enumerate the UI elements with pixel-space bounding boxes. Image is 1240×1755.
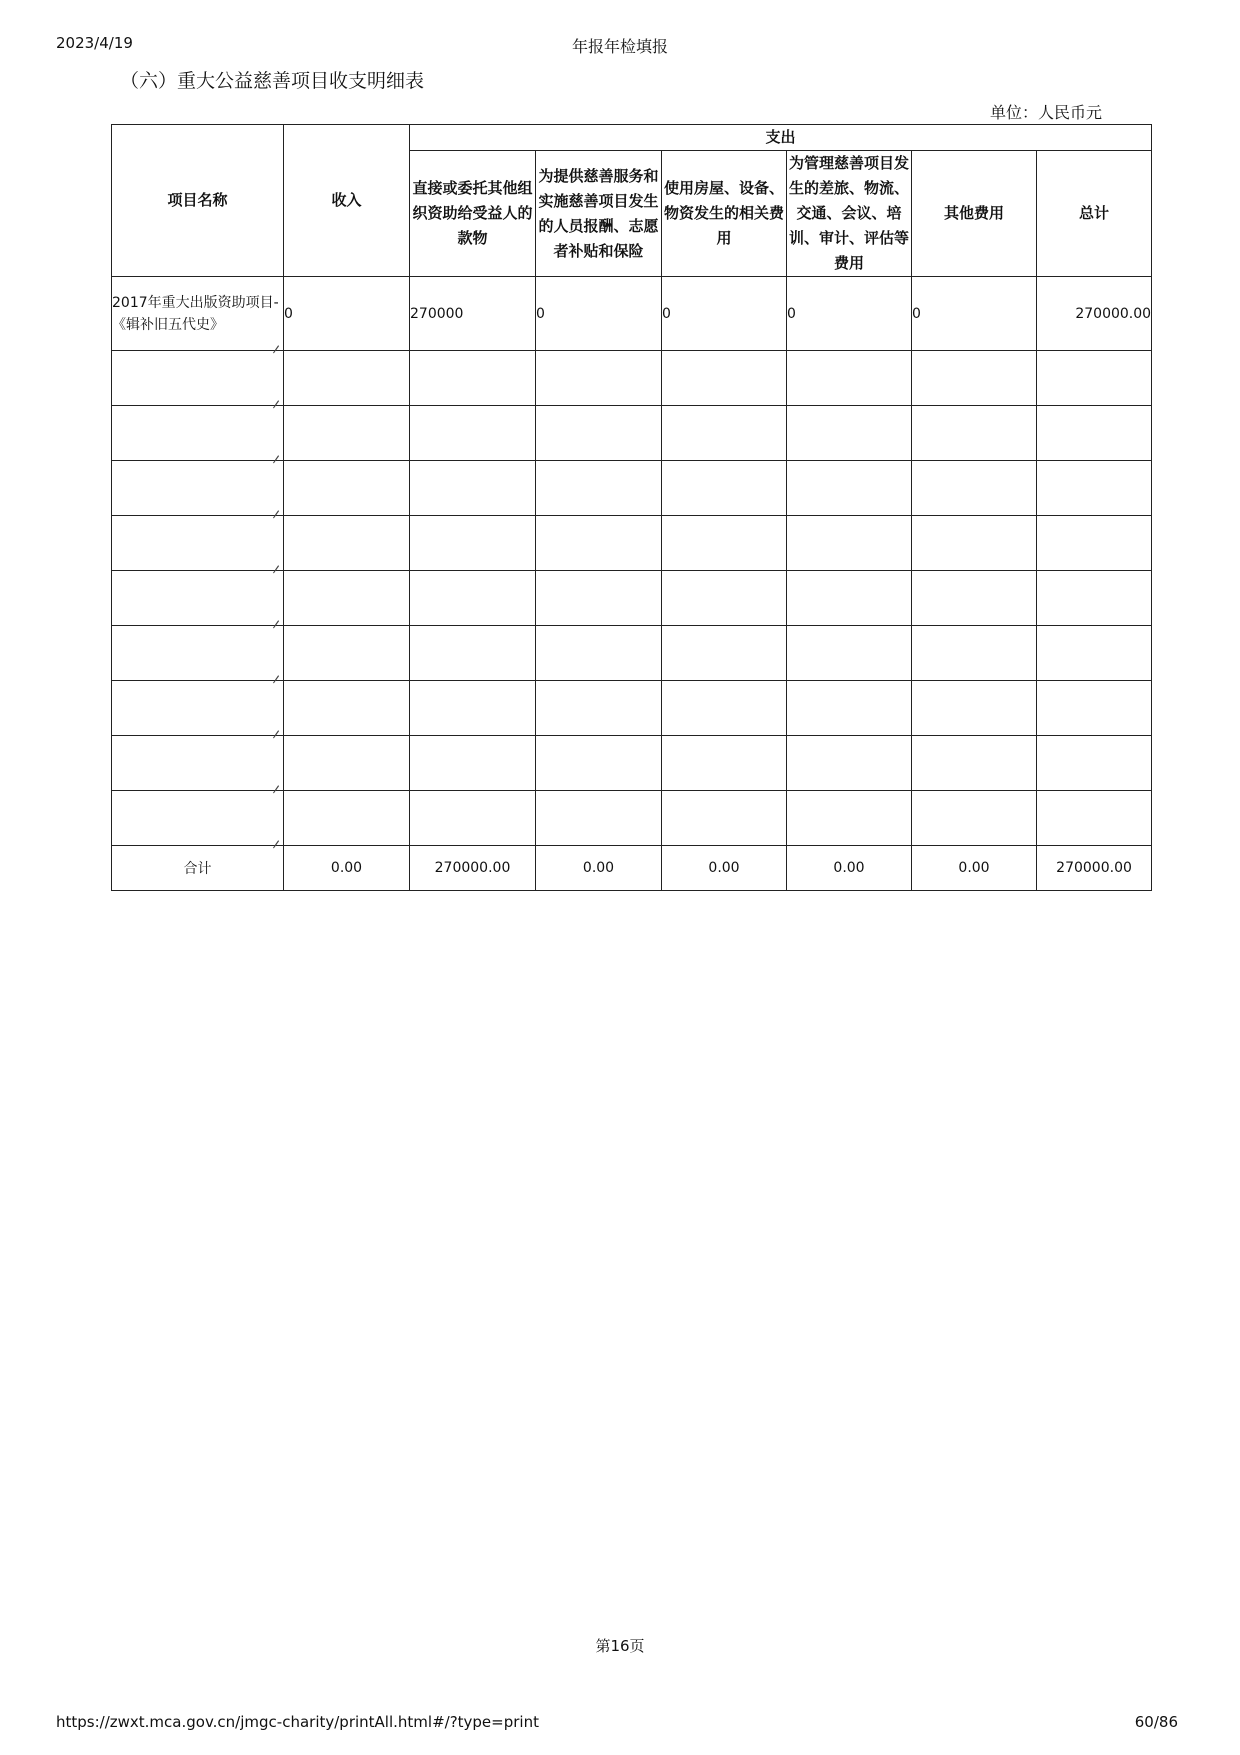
empty-cell xyxy=(410,461,536,516)
total-income: 0.00 xyxy=(284,846,410,891)
table-row xyxy=(112,681,1152,736)
project-name-field[interactable] xyxy=(112,406,284,461)
empty-cell xyxy=(284,626,410,681)
empty-cell xyxy=(536,406,662,461)
empty-cell xyxy=(284,461,410,516)
resize-handle-icon[interactable] xyxy=(271,393,279,401)
empty-cell xyxy=(284,791,410,846)
empty-cell xyxy=(1037,351,1152,406)
empty-cell xyxy=(410,626,536,681)
print-url: https://zwxt.mca.gov.cn/jmgc-charity/printAll.html#/?type=print xyxy=(56,1713,539,1731)
empty-cell xyxy=(536,736,662,791)
empty-cell xyxy=(662,626,787,681)
project-name-field[interactable] xyxy=(112,626,284,681)
empty-cell xyxy=(536,461,662,516)
empty-cell xyxy=(284,351,410,406)
empty-cell xyxy=(536,351,662,406)
empty-cell xyxy=(1037,736,1152,791)
col-header-personnel: 为提供慈善服务和实施慈善项目发生的人员报酬、志愿者补贴和保险 xyxy=(536,151,662,277)
resize-handle-icon[interactable] xyxy=(271,723,279,731)
empty-cell xyxy=(1037,406,1152,461)
facility-cell: 0 xyxy=(662,277,787,351)
empty-cell xyxy=(787,461,912,516)
resize-handle-icon[interactable] xyxy=(271,778,279,786)
empty-cell xyxy=(662,791,787,846)
empty-cell xyxy=(1037,571,1152,626)
empty-cell xyxy=(410,571,536,626)
project-name-field[interactable] xyxy=(112,516,284,571)
income-cell: 0 xyxy=(284,277,410,351)
empty-cell xyxy=(536,791,662,846)
empty-cell xyxy=(912,681,1037,736)
empty-cell xyxy=(410,351,536,406)
totals-row xyxy=(112,846,1152,891)
page-number: 第16页 xyxy=(595,1637,645,1655)
empty-cell xyxy=(662,351,787,406)
project-name-field[interactable] xyxy=(112,736,284,791)
table-row xyxy=(112,736,1152,791)
empty-cell xyxy=(662,406,787,461)
empty-cell xyxy=(536,516,662,571)
section-title: （六）重大公益慈善项目收支明细表 xyxy=(120,70,425,92)
total-direct: 270000.00 xyxy=(410,846,536,891)
currency-unit: 单位：人民币元 xyxy=(989,103,1102,122)
col-header-name: 项目名称 xyxy=(112,125,284,277)
empty-cell xyxy=(410,736,536,791)
table-row xyxy=(112,571,1152,626)
resize-handle-icon[interactable] xyxy=(271,503,279,511)
total-management: 0.00 xyxy=(787,846,912,891)
project-name-field[interactable] xyxy=(112,571,284,626)
empty-cell xyxy=(284,736,410,791)
empty-cell xyxy=(787,351,912,406)
resize-handle-icon[interactable] xyxy=(271,448,279,456)
empty-cell xyxy=(410,681,536,736)
empty-cell xyxy=(662,681,787,736)
empty-cell xyxy=(1037,626,1152,681)
col-group-expense: 支出 xyxy=(410,125,1152,151)
empty-cell xyxy=(787,681,912,736)
empty-cell xyxy=(662,516,787,571)
empty-cell xyxy=(1037,461,1152,516)
charity-project-table xyxy=(111,124,1152,891)
project-name-field[interactable] xyxy=(112,791,284,846)
col-header-total: 总计 xyxy=(1037,151,1152,277)
table-row xyxy=(112,351,1152,406)
empty-cell xyxy=(787,626,912,681)
empty-cell xyxy=(912,791,1037,846)
empty-cell xyxy=(912,351,1037,406)
management-cell: 0 xyxy=(787,277,912,351)
table-row xyxy=(112,277,1152,351)
direct-cell: 270000 xyxy=(410,277,536,351)
project-name-text: 2017年重大出版资助项目-《辑补旧五代史》 xyxy=(112,294,279,333)
total-other: 0.00 xyxy=(912,846,1037,891)
table-row xyxy=(112,461,1152,516)
empty-cell xyxy=(410,406,536,461)
table-row xyxy=(112,626,1152,681)
empty-cell xyxy=(410,516,536,571)
print-page-count: 60/86 xyxy=(1134,1713,1178,1731)
empty-cell xyxy=(536,681,662,736)
resize-handle-icon[interactable] xyxy=(271,833,279,841)
project-name-field[interactable] xyxy=(112,351,284,406)
empty-cell xyxy=(912,736,1037,791)
empty-cell xyxy=(787,516,912,571)
project-name-field[interactable] xyxy=(112,277,284,351)
empty-cell xyxy=(787,406,912,461)
resize-handle-icon[interactable] xyxy=(271,668,279,676)
total-facility: 0.00 xyxy=(662,846,787,891)
resize-handle-icon[interactable] xyxy=(271,558,279,566)
print-date: 2023/4/19 xyxy=(56,34,133,52)
empty-cell xyxy=(912,461,1037,516)
empty-cell xyxy=(787,791,912,846)
col-header-management: 为管理慈善项目发生的差旅、物流、交通、会议、培训、审计、评估等费用 xyxy=(787,151,912,277)
page-header-title: 年报年检填报 xyxy=(571,37,668,56)
total-personnel: 0.00 xyxy=(536,846,662,891)
col-header-direct: 直接或委托其他组织资助给受益人的款物 xyxy=(410,151,536,277)
empty-cell xyxy=(284,681,410,736)
grand-total: 270000.00 xyxy=(1037,846,1152,891)
col-header-facility: 使用房屋、设备、物资发生的相关费用 xyxy=(662,151,787,277)
totals-label: 合计 xyxy=(112,846,284,891)
empty-cell xyxy=(787,736,912,791)
empty-cell xyxy=(284,571,410,626)
empty-cell xyxy=(1037,791,1152,846)
other-cell: 0 xyxy=(912,277,1037,351)
project-name-field[interactable] xyxy=(112,461,284,516)
resize-handle-icon[interactable] xyxy=(271,338,279,346)
personnel-cell: 0 xyxy=(536,277,662,351)
empty-cell xyxy=(662,736,787,791)
empty-cell xyxy=(912,571,1037,626)
empty-cell xyxy=(787,571,912,626)
empty-cell xyxy=(284,516,410,571)
table-row xyxy=(112,791,1152,846)
col-header-other: 其他费用 xyxy=(912,151,1037,277)
table-row xyxy=(112,406,1152,461)
empty-cell xyxy=(284,406,410,461)
empty-cell xyxy=(662,461,787,516)
empty-cell xyxy=(912,516,1037,571)
empty-cell xyxy=(912,626,1037,681)
empty-cell xyxy=(1037,516,1152,571)
empty-cell xyxy=(536,626,662,681)
project-name-field[interactable] xyxy=(112,681,284,736)
col-header-income: 收入 xyxy=(284,125,410,277)
empty-cell xyxy=(1037,681,1152,736)
empty-cell xyxy=(410,791,536,846)
total-cell: 270000.00 xyxy=(1037,277,1152,351)
table-row xyxy=(112,516,1152,571)
empty-cell xyxy=(536,571,662,626)
resize-handle-icon[interactable] xyxy=(271,613,279,621)
empty-cell xyxy=(662,571,787,626)
empty-cell xyxy=(912,406,1037,461)
